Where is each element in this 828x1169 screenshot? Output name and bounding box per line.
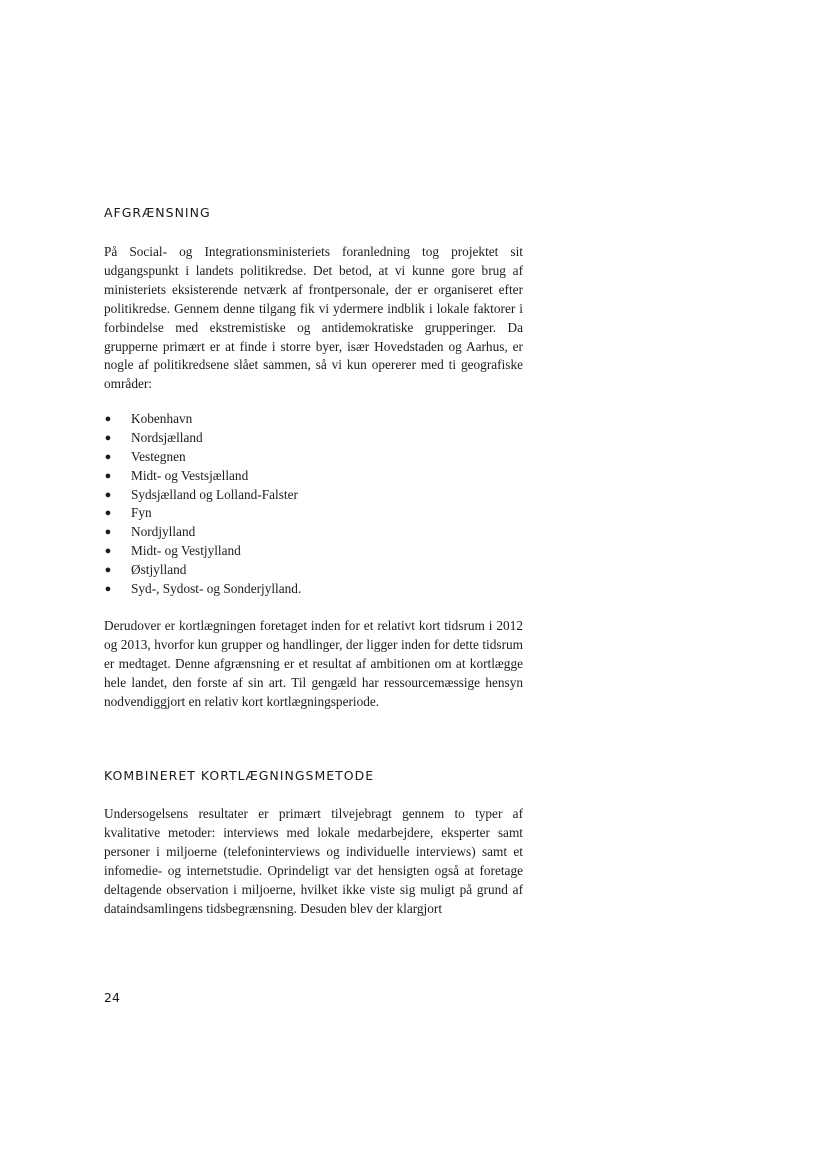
list-item: ● Østjylland — [104, 561, 301, 580]
bullet-icon: ● — [104, 583, 112, 596]
bullet-icon: ● — [104, 488, 112, 501]
paragraph-intro: På Social- og Integrationsministeriets foranledning tog projektet sit udgangspunkt i landets politikredse. Det betod, at vi kunne gore brug af ministeriets eksisterende netværk af frontpersonale, der er organiseret efter politikredse. Gennem denne tilgang fik vi ydermere indblik i lokale faktorer i forbindelse med ekstremistiske og antidemokratiske grupperinger. Da grupperne primært er at finde i storre byer, især Hovedstaden og Aarhus, er nogle af politikredsene slået sammen, så vi kun opererer med ti geografiske områder: — [104, 244, 523, 392]
bullet-icon: ● — [104, 469, 112, 482]
list-item: ● Syd-, Sydost- og Sonderjylland. — [104, 580, 301, 599]
page-number: 24 — [104, 990, 120, 1005]
list-item: ● Midt- og Vestjylland — [104, 542, 301, 561]
list-item: ● Nordjylland — [104, 523, 301, 542]
list-item: ● Vestegnen — [104, 448, 301, 467]
list-item: ● Sydsjælland og Lolland-Falster — [104, 486, 301, 505]
list-item: ● Fyn — [104, 504, 301, 523]
bullet-icon: ● — [104, 431, 112, 444]
section-heading-kombineret-metode: KOMBINERET KORTLÆGNINGSMETODE — [104, 768, 375, 783]
section-heading-afgraensning: AFGRÆNSNING — [104, 205, 211, 220]
bullet-icon: ● — [104, 413, 112, 425]
region-list — [104, 410, 301, 599]
paragraph-timeframe: Derudover er kortlægningen foretaget inden for et relativt kort tidsrum i 2012 og 2013, hvorfor kun grupper og handlinger, der ligger inden for dette tidsrum er medtaget. Denne afgrænsning er et resultat af ambitionen om at kortlægge hele landet, den forste af sin art. Til gengæld har ressourcemæssige hensyn nodvendiggjort en relativ kort kortlægningsperiode. — [104, 618, 523, 709]
bullet-icon: ● — [104, 545, 112, 558]
list-item: ● Midt- og Vestsjælland — [104, 467, 301, 486]
list-item: ● Kobenhavn — [104, 410, 301, 429]
bullet-icon: ● — [104, 564, 112, 577]
bullet-icon: ● — [104, 450, 112, 463]
bullet-icon: ● — [104, 526, 112, 539]
paragraph-method: Undersogelsens resultater er primært tilvejebragt gennem to typer af kvalitative metoder: interviews med lokale medarbejdere, eksperter samt personer i miljoerne (telefoninterviews og individuelle interviews) samt et infomedie- og internetstudie. Oprindeligt var det hensigten også at foretage deltagende observation i miljoerne, hvilket ikke viste sig muligt på grund af dataindsamlingens tidsbegrænsning. Desuden blev der klargjort — [104, 806, 523, 916]
bullet-icon: ● — [104, 507, 112, 520]
list-item: ● Nordsjælland — [104, 429, 301, 448]
